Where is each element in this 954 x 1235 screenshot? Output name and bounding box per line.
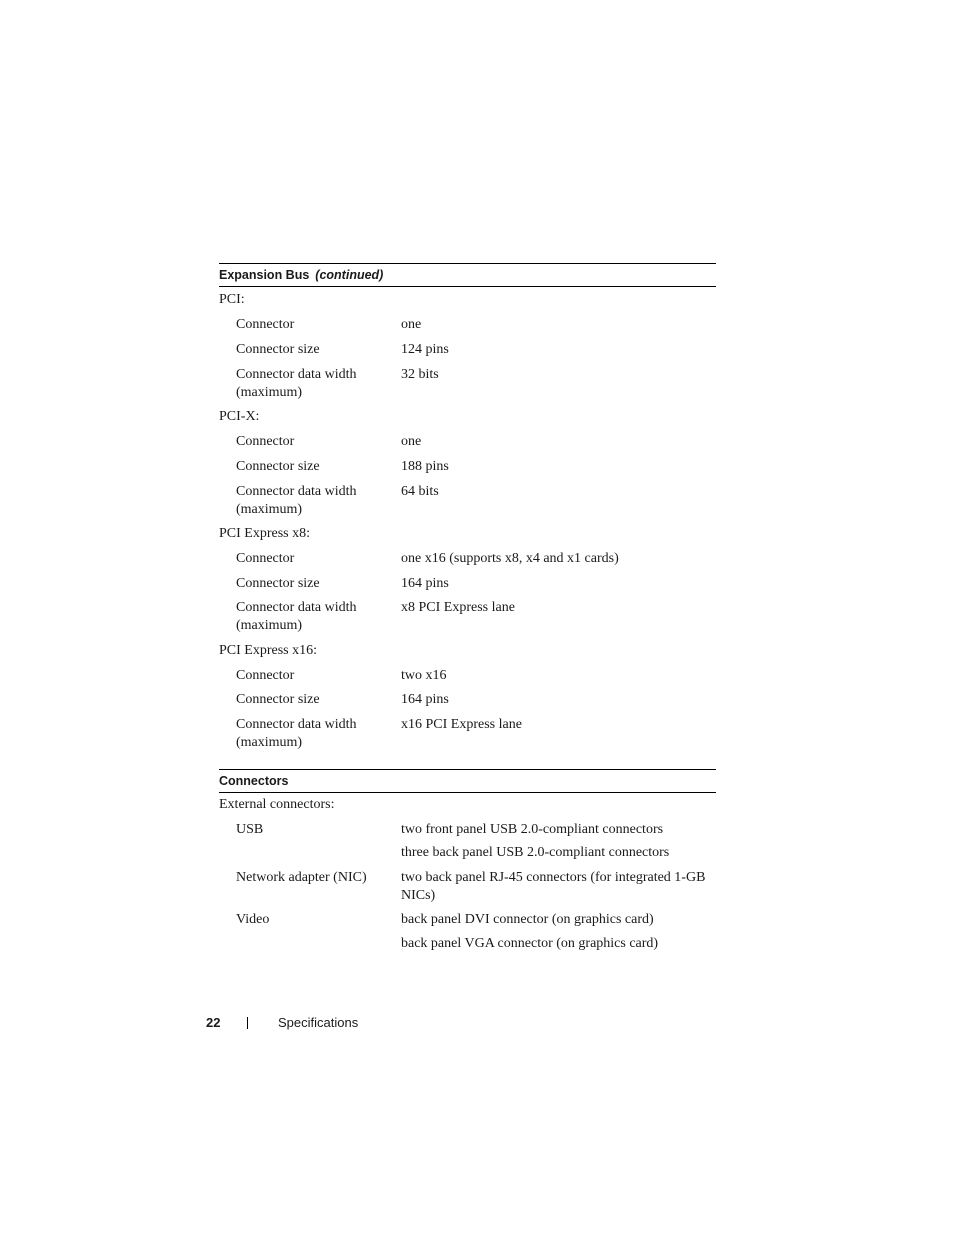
- row-label: Connector: [236, 668, 295, 683]
- group-external-connectors: External connectors:: [219, 797, 335, 812]
- row-label: Connector size: [236, 342, 320, 357]
- row-label: Connector data width (maximum): [236, 484, 357, 517]
- row-value: one x16 (supports x8, x4 and x1 cards): [401, 551, 619, 566]
- expansion-bus-title: Expansion Bus: [219, 268, 310, 282]
- row-label: Connector: [236, 317, 295, 332]
- row-label: Connector data width (maximum): [236, 600, 357, 633]
- row-value: back panel VGA connector (on graphics card): [401, 936, 659, 951]
- row-value: three back panel USB 2.0-compliant connectors: [401, 845, 670, 860]
- row-value: x8 PCI Express lane: [401, 600, 515, 615]
- row-value: 188 pins: [401, 459, 449, 474]
- row-value: two back panel RJ-45 connectors (for integrated 1-GB NICs): [401, 870, 706, 903]
- group-pci-express-x8: PCI Express x8:: [219, 526, 310, 541]
- footer-separator: [247, 1017, 248, 1029]
- continued-label: (continued): [315, 268, 384, 282]
- row-label: Connector: [236, 434, 295, 449]
- footer-section-title: Specifications: [278, 1015, 359, 1030]
- row-label: Connector size: [236, 459, 320, 474]
- row-value: back panel DVI connector (on graphics card): [401, 912, 654, 927]
- row-label: Video: [236, 912, 270, 927]
- row-label: Connector data width (maximum): [236, 367, 357, 400]
- row-value: 64 bits: [401, 484, 439, 499]
- connectors-header: [219, 769, 716, 793]
- row-label: Connector size: [236, 576, 320, 591]
- row-value: 32 bits: [401, 367, 439, 382]
- row-label: Connector: [236, 551, 295, 566]
- row-value: 164 pins: [401, 692, 449, 707]
- group-pci-express-x16: PCI Express x16:: [219, 643, 317, 658]
- row-value: one: [401, 434, 422, 449]
- row-label: Connector size: [236, 692, 320, 707]
- row-value: two front panel USB 2.0-compliant connectors: [401, 822, 664, 837]
- expansion-bus-header: [219, 263, 716, 287]
- row-value: 164 pins: [401, 576, 449, 591]
- row-value: two x16: [401, 668, 447, 683]
- row-label: USB: [236, 822, 264, 837]
- row-value: x16 PCI Express lane: [401, 717, 522, 732]
- row-value: one: [401, 317, 422, 332]
- group-pci-x: PCI-X:: [219, 409, 260, 424]
- row-label: Network adapter (NIC): [236, 870, 367, 885]
- page-number: 22: [206, 1015, 221, 1030]
- row-value: 124 pins: [401, 342, 449, 357]
- connectors-title: Connectors: [219, 774, 289, 788]
- row-label: Connector data width (maximum): [236, 717, 357, 750]
- group-pci: PCI:: [219, 292, 245, 307]
